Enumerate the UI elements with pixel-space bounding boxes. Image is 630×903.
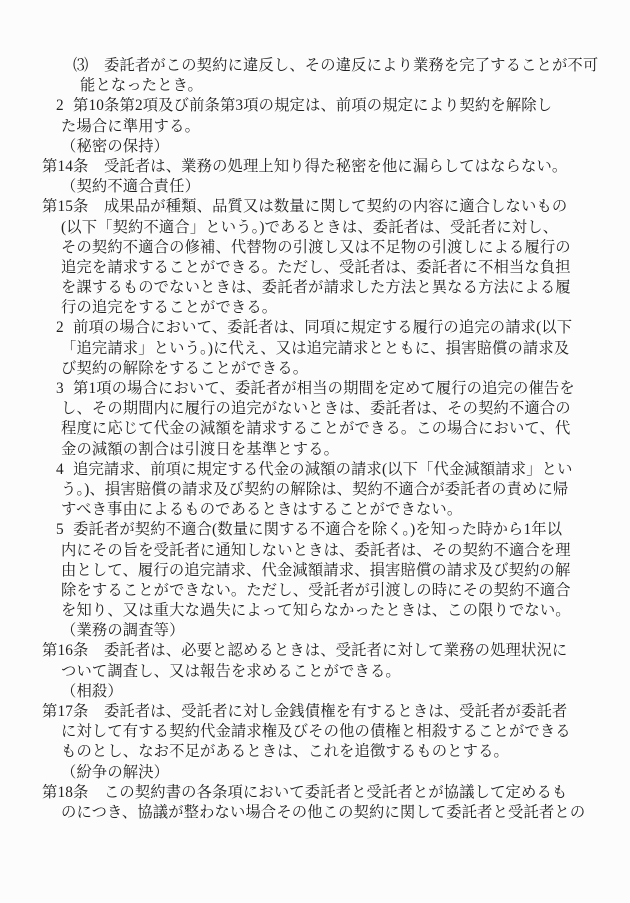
para-line <box>56 520 569 540</box>
line-text: 第10条第2項及び前条第3項の規定は、前項の規定により契約を解除し <box>73 97 553 115</box>
cont-line: を課するものでないときは、委託者が請求した方法と異なる方法による履 <box>61 279 571 297</box>
line-text: 委託者が契約不適合(数量に関する不適合を除く。)を知った時から1年以 <box>73 521 563 539</box>
head-line: （契約不適合責任） <box>61 178 201 196</box>
paragraph-number: 3 <box>56 380 64 397</box>
cont-line: た場合に準用する。 <box>61 117 201 135</box>
item-line <box>73 56 599 76</box>
cont-line: 由として、履行の追完請求、代金減額請求、損害賠償の請求及び契約の解 <box>61 561 571 579</box>
para-line <box>56 96 569 116</box>
para-line <box>56 318 573 338</box>
article-line: 第15条 成果品が種類、品質又は数量に関して契約の内容に適合しないもの <box>42 198 568 216</box>
line-text: 第1項の場合において、委託者が相当の期間を定めて履行の追完の催告を <box>73 380 575 397</box>
para-line <box>56 379 575 399</box>
cont-line: 金の減額の割合は引渡日を基準とする。 <box>61 440 340 458</box>
para-line <box>56 460 573 480</box>
cont-line: ものとし、なお不足があるときは、これを追徴するものとする。 <box>61 743 509 761</box>
cont-line: を知り、又は重大な過失によって知らなかったときは、この限りでない。 <box>61 602 571 620</box>
cont-line: 「追完請求」という。)に代え、又は追完請求とともに、損害賠償の請求及 <box>61 339 570 357</box>
contract-text-block <box>42 56 599 823</box>
cont-line: う。)、損害賠償の請求及び契約の解除は、契約不適合が委託者の責めに帰 <box>61 480 569 498</box>
article-line: 第16条 委託者は、必要と認めるときは、受託者に対して業務の処理状況に <box>42 642 568 660</box>
cont-line: び契約の解除をすることができる。 <box>61 359 309 377</box>
head-line: （相殺） <box>61 682 123 700</box>
paragraph-number: 4 <box>56 460 64 478</box>
cont-line: 追完を請求することができる。ただし、受託者は、委託者に不相当な負担 <box>61 258 571 276</box>
head-line: （秘密の保持） <box>61 137 170 155</box>
itemcont-line: 能となったとき。 <box>80 77 203 95</box>
cont-line: 内にその旨を受託者に通知しないときは、委託者は、その契約不適合を理 <box>61 541 571 559</box>
cont-line: に対して有する契約代金請求権及びその他の債権と相殺することができる <box>61 723 571 741</box>
head-line: （紛争の解決） <box>61 763 170 781</box>
cont-line: すべき事由によるものであるときはすることができない。 <box>61 501 463 519</box>
line-text: 追完請求、前項に規定する代金の減額の請求(以下「代金減額請求」とい <box>73 460 573 478</box>
cont-line: 行の追完をすることができる。 <box>61 299 278 317</box>
paragraph-number: 2 <box>56 319 64 337</box>
cont-line: のにつき、協議が整わない場合その他この契約に関して委託者と受託者との <box>61 803 586 821</box>
line-text: 委託者がこの契約に違反し、その違反により業務を完了することが不可 <box>104 57 599 74</box>
cont-line: その契約不適合の修補、代替物の引渡し又は不足物の引渡しによる履行の <box>61 238 571 256</box>
cont-line: (以下「契約不適合」という。)であるときは、委託者は、受託者に対し、 <box>61 218 559 236</box>
paragraph-number: 5 <box>56 521 64 539</box>
article-line: 第17条 委託者は、受託者に対し金銭債権を有するときは、受託者が委託者 <box>42 703 568 720</box>
cont-line: ついて調査し、又は報告を求めることができる。 <box>61 662 401 680</box>
item-number: ⑶ <box>73 57 89 74</box>
cont-line: し、その期間内に履行の追完がないときは、委託者は、その契約不適合の <box>61 400 571 418</box>
paragraph-number: 2 <box>56 97 64 115</box>
article-line: 第14条 受託者は、業務の処理上知り得た秘密を他に漏らしてはならない。 <box>42 157 568 175</box>
line-text: 前項の場合において、委託者は、同項に規定する履行の追完の請求(以下 <box>73 319 573 337</box>
cont-line: 程度に応じて代金の減額を請求することができる。この場合において、代 <box>61 420 571 438</box>
head-line: （業務の調査等） <box>61 622 185 640</box>
article-line: 第18条 この契約書の各条項において委託者と受託者とが協議して定めるも <box>42 783 568 801</box>
cont-line: 除をすることができない。ただし、受託者が引渡しの時にその契約不適合 <box>61 581 571 599</box>
